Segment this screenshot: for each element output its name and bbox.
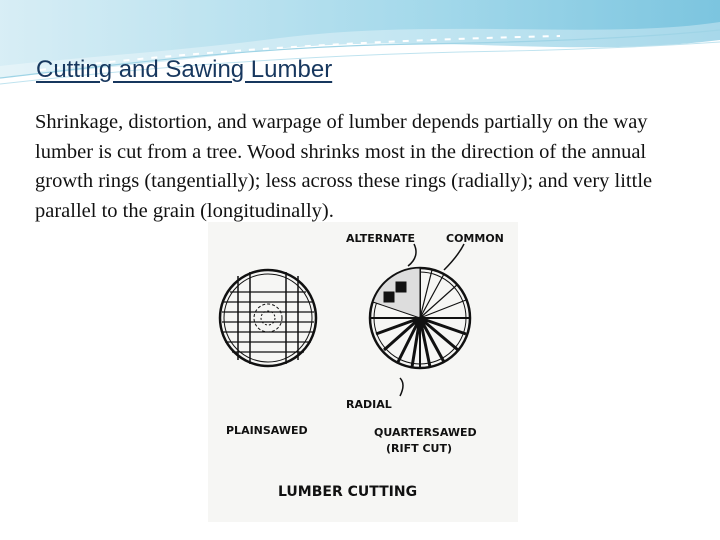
label-rift-cut: (RIFT CUT)	[386, 442, 452, 455]
label-radial: RADIAL	[346, 398, 392, 411]
label-plainsawed: PLAINSAWED	[226, 424, 308, 437]
slide-title: Cutting and Sawing Lumber	[36, 56, 333, 83]
figure-caption: LUMBER CUTTING	[278, 484, 418, 500]
label-common: COMMON	[446, 232, 504, 245]
lumber-cutting-illustration	[208, 222, 518, 522]
quartersawed-log-drawing	[370, 268, 470, 368]
slide-body-text: Shrinkage, distortion, and warpage of lumber depends partially on the way lumber is cut from a tree. Wood shrinks most in the direction of the annual growth rings (tangentially); less across these rings (radially); and very little parallel to the grain (longitudinally).	[35, 111, 653, 222]
label-quartersawed: QUARTERSAWED	[374, 426, 477, 439]
label-alternate: ALTERNATE	[346, 232, 416, 245]
